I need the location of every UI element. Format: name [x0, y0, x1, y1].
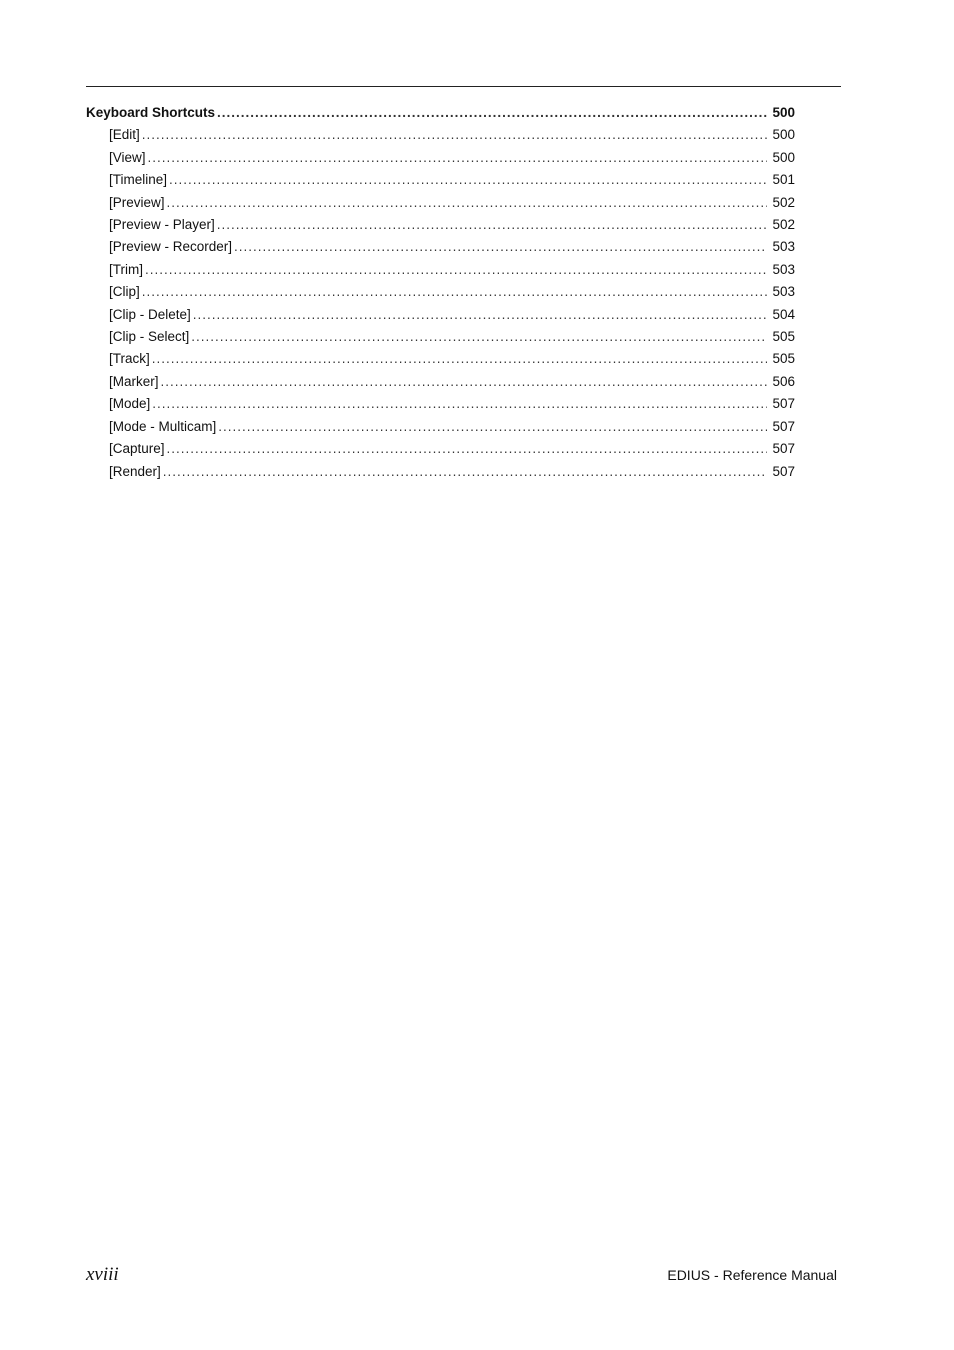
toc-leader — [169, 169, 767, 191]
toc-leader — [152, 348, 767, 370]
toc-leader — [145, 259, 767, 281]
toc-entry-clip-delete[interactable] — [86, 304, 795, 326]
toc-entry-label: [View] — [109, 149, 146, 165]
toc-entry-timeline[interactable] — [86, 169, 795, 191]
toc-entry-page: 500 — [772, 127, 795, 143]
toc-entry-marker[interactable] — [86, 371, 795, 393]
toc-entry-render[interactable] — [86, 461, 795, 483]
toc-entry-preview-player[interactable] — [86, 214, 795, 236]
toc-entry-page: 501 — [772, 172, 795, 188]
toc-entry-page: 507 — [772, 441, 795, 457]
toc-entry-page: 507 — [772, 463, 795, 479]
toc-entry-page: 502 — [772, 217, 795, 233]
toc-entry-page: 504 — [772, 306, 795, 322]
toc-leader — [152, 393, 767, 415]
toc-entry-label: [Clip] — [109, 284, 140, 300]
toc-entry-label: [Preview] — [109, 194, 165, 210]
toc-entry-preview[interactable] — [86, 192, 795, 214]
toc-entry-label: [Render] — [109, 463, 161, 479]
toc-entry-page: 503 — [772, 239, 795, 255]
table-of-contents — [86, 102, 795, 483]
toc-entry-label: [Mode] — [109, 396, 151, 412]
toc-entry-label: [Clip - Delete] — [109, 306, 191, 322]
toc-leader — [167, 192, 767, 214]
toc-entry-label: [Track] — [109, 351, 150, 367]
toc-leader — [217, 214, 767, 236]
toc-leader — [191, 326, 767, 348]
toc-entry-page: 506 — [772, 373, 795, 389]
toc-entry-page: 507 — [772, 396, 795, 412]
toc-leader — [161, 371, 767, 393]
toc-entry-page: 503 — [772, 261, 795, 277]
toc-entry-label: [Clip - Select] — [109, 329, 190, 345]
toc-entry-label: [Capture] — [109, 441, 165, 457]
toc-entry-clip[interactable] — [86, 281, 795, 303]
toc-entry-page: 503 — [772, 284, 795, 300]
toc-entry-page: 500 — [772, 149, 795, 165]
header-rule — [86, 86, 841, 87]
toc-leader — [193, 304, 767, 326]
toc-entry-label: [Trim] — [109, 261, 143, 277]
toc-entry-mode[interactable] — [86, 393, 795, 415]
toc-entry-clip-select[interactable] — [86, 326, 795, 348]
toc-heading-page: 500 — [772, 105, 795, 120]
toc-heading-label: Keyboard Shortcuts — [86, 105, 216, 120]
toc-entry-mode-multicam[interactable] — [86, 416, 795, 438]
toc-entry-label: [Preview - Recorder] — [109, 239, 233, 255]
toc-entry-preview-recorder[interactable] — [86, 236, 795, 258]
toc-entry-label: [Timeline] — [109, 172, 168, 188]
toc-entry-page: 502 — [772, 194, 795, 210]
toc-leader — [234, 236, 767, 258]
footer-page-number: xviii — [86, 1264, 119, 1285]
toc-leader — [163, 461, 767, 483]
toc-entry-trim[interactable] — [86, 259, 795, 281]
toc-entry-edit[interactable] — [86, 124, 795, 146]
footer-manual-title: EDIUS - Reference Manual — [667, 1267, 837, 1283]
toc-entry-page: 505 — [772, 351, 795, 367]
toc-leader — [142, 124, 767, 146]
toc-leader — [217, 102, 767, 124]
toc-leader — [142, 281, 767, 303]
toc-entry-capture[interactable] — [86, 438, 795, 460]
toc-leader — [167, 438, 767, 460]
toc-entry-label: [Marker] — [109, 373, 159, 389]
toc-leader — [148, 147, 767, 169]
toc-heading-keyboard-shortcuts[interactable] — [86, 102, 795, 124]
toc-entry-label: [Mode - Multicam] — [109, 418, 217, 434]
toc-entry-label: [Edit] — [109, 127, 140, 143]
toc-entry-page: 505 — [772, 329, 795, 345]
toc-leader — [218, 416, 767, 438]
toc-entry-track[interactable] — [86, 348, 795, 370]
toc-entry-label: [Preview - Player] — [109, 217, 215, 233]
toc-entry-page: 507 — [772, 418, 795, 434]
toc-entry-view[interactable] — [86, 147, 795, 169]
